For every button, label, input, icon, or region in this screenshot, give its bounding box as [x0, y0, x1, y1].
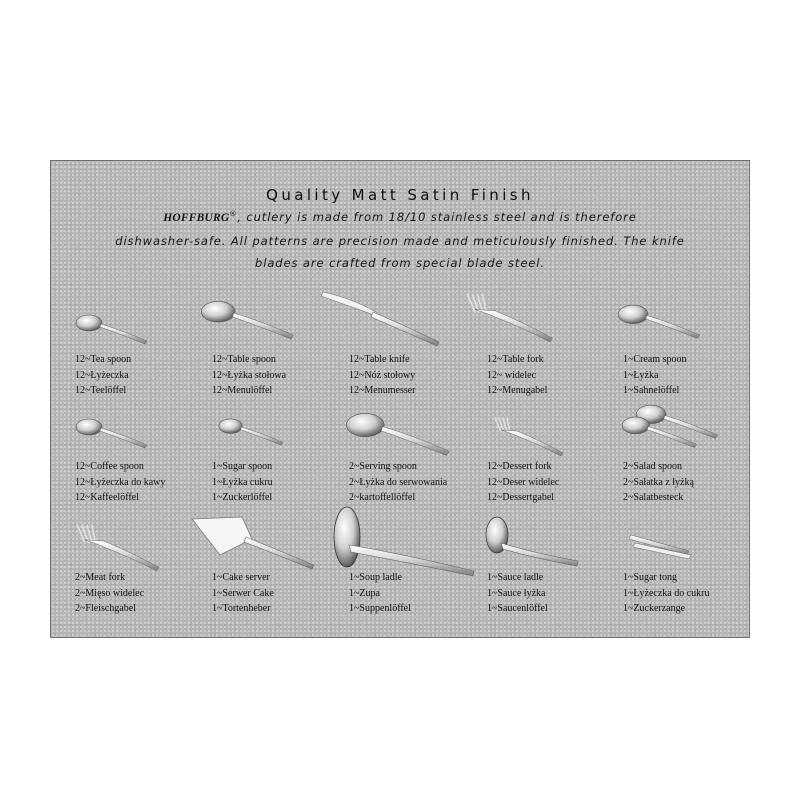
page-title: Quality Matt Satin Finish — [266, 186, 534, 204]
item-label — [75, 352, 131, 399]
item-label-line: 2~Łyżka do serwowania — [349, 476, 448, 488]
item-label-line: 1~Soup ladle — [349, 572, 402, 583]
coffee-spoon-icon — [75, 418, 155, 458]
brand-mark: ® — [229, 210, 238, 219]
item-label-line: 2~Serving spoon — [349, 461, 417, 472]
item-label-line: 12~Łyżeczka — [75, 369, 129, 381]
item-label — [75, 459, 165, 506]
item-label-line: 1~Łyżka cukru — [212, 476, 273, 488]
item-label-line: 12~Table spoon — [212, 354, 276, 365]
item-label — [212, 570, 274, 617]
item-label-line: 12~Dessert fork — [487, 461, 552, 472]
item-label-line: 2~kartoffellöffel — [349, 492, 416, 503]
item-label-line: 2~Mięso widelec — [75, 587, 145, 599]
item-label-line: 1~Tortenheber — [212, 603, 271, 614]
item-label-line: 12~ widelec — [487, 369, 537, 381]
item-label — [623, 459, 694, 506]
intro-line-2: dishwasher-safe. All patterns are precision made and meticulously finished. The knife — [115, 234, 685, 248]
item-label-line: 2~Sałatka z łyżką — [623, 476, 694, 488]
item-label — [487, 459, 559, 506]
item-label — [623, 570, 709, 617]
cake-server-icon — [190, 515, 320, 575]
item-label-line: 12~Table fork — [487, 354, 544, 365]
table-fork-icon — [465, 292, 555, 347]
table-spoon-icon — [200, 300, 300, 350]
item-label-line: 12~Teelöffel — [75, 385, 127, 396]
brand-name: HOFFBURG — [163, 212, 230, 224]
dessert-fork-icon — [493, 416, 563, 456]
item-label-line: 2~Fleischgabel — [75, 603, 136, 614]
intro-line-1 — [80, 210, 720, 224]
tea-spoon-icon — [75, 314, 155, 354]
item-label-line: 1~Suppenlöffel — [349, 603, 411, 614]
item-label — [623, 352, 686, 399]
item-label-line: 1~Sugar spoon — [212, 461, 273, 472]
item-label-line: 1~Sahnelöffel — [623, 385, 680, 396]
item-label-line: 1~Sauce ladle — [487, 572, 544, 583]
item-label-line: 12~Kaffeelöffel — [75, 492, 139, 503]
item-label — [349, 459, 447, 506]
item-label-line: 12~Table knife — [349, 354, 410, 365]
intro-line-3: blades are crafted from special blade steel. — [255, 256, 545, 270]
item-label-line: 1~Zuckerzange — [623, 603, 686, 614]
item-label-line: 12~Coffee spoon — [75, 461, 144, 472]
item-label-line: 1~Łyżka — [623, 369, 659, 381]
item-label-line: 12~Deser widelec — [487, 476, 560, 488]
item-label — [487, 570, 548, 617]
item-label — [75, 570, 144, 617]
item-label-line: 12~Tea spoon — [75, 354, 132, 365]
sugar-tong-icon — [629, 529, 709, 569]
item-label-line: 12~Łyżeczka do kawy — [75, 476, 166, 488]
item-label-line: 2~Meat fork — [75, 572, 126, 583]
cream-spoon-icon — [617, 304, 707, 349]
item-label-line: 1~Sugar tong — [623, 572, 678, 583]
item-label-line: 12~Dessertgabel — [487, 492, 555, 503]
sauce-ladle-icon — [483, 515, 593, 570]
item-label — [349, 352, 416, 399]
item-label-line: 1~Cake server — [212, 572, 270, 583]
item-label — [212, 352, 286, 399]
item-label — [487, 352, 547, 399]
soup-ladle-icon — [329, 505, 479, 580]
intro-line-1-text: , cutlery is made from 18/10 stainless steel and is therefore — [237, 210, 637, 224]
item-label-line: 1~Serwer Cake — [212, 587, 274, 599]
salad-set-icon — [621, 402, 731, 462]
item-label-line: 2~Salad spoon — [623, 461, 683, 472]
item-label-line: 12~Łyżka stołowa — [212, 369, 287, 381]
item-label-line: 12~Menugabel — [487, 385, 548, 396]
item-label-line: 1~Saucenlöffel — [487, 603, 548, 614]
item-label-line: 1~Zuckerlöffel — [212, 492, 273, 503]
item-label-line: 1~Zupa — [349, 587, 380, 599]
item-label-line: 12~Menulöffel — [212, 385, 273, 396]
serving-spoon-icon — [345, 412, 455, 462]
item-label-line: 1~Łyżeczka do cukru — [623, 587, 710, 599]
item-label-line: 12~Nóż stołowy — [349, 369, 416, 381]
item-label-line: 12~Menumesser — [349, 385, 416, 396]
sugar-spoon-icon — [218, 418, 288, 458]
item-label-line: 2~Salatbesteck — [623, 492, 684, 503]
item-label-line: 1~Cream spoon — [623, 354, 687, 365]
table-knife-icon — [321, 290, 441, 350]
meat-fork-icon — [75, 523, 165, 563]
item-label — [212, 459, 273, 506]
item-label — [349, 570, 411, 617]
item-label-line: 1~Sauce łyżka — [487, 587, 546, 599]
